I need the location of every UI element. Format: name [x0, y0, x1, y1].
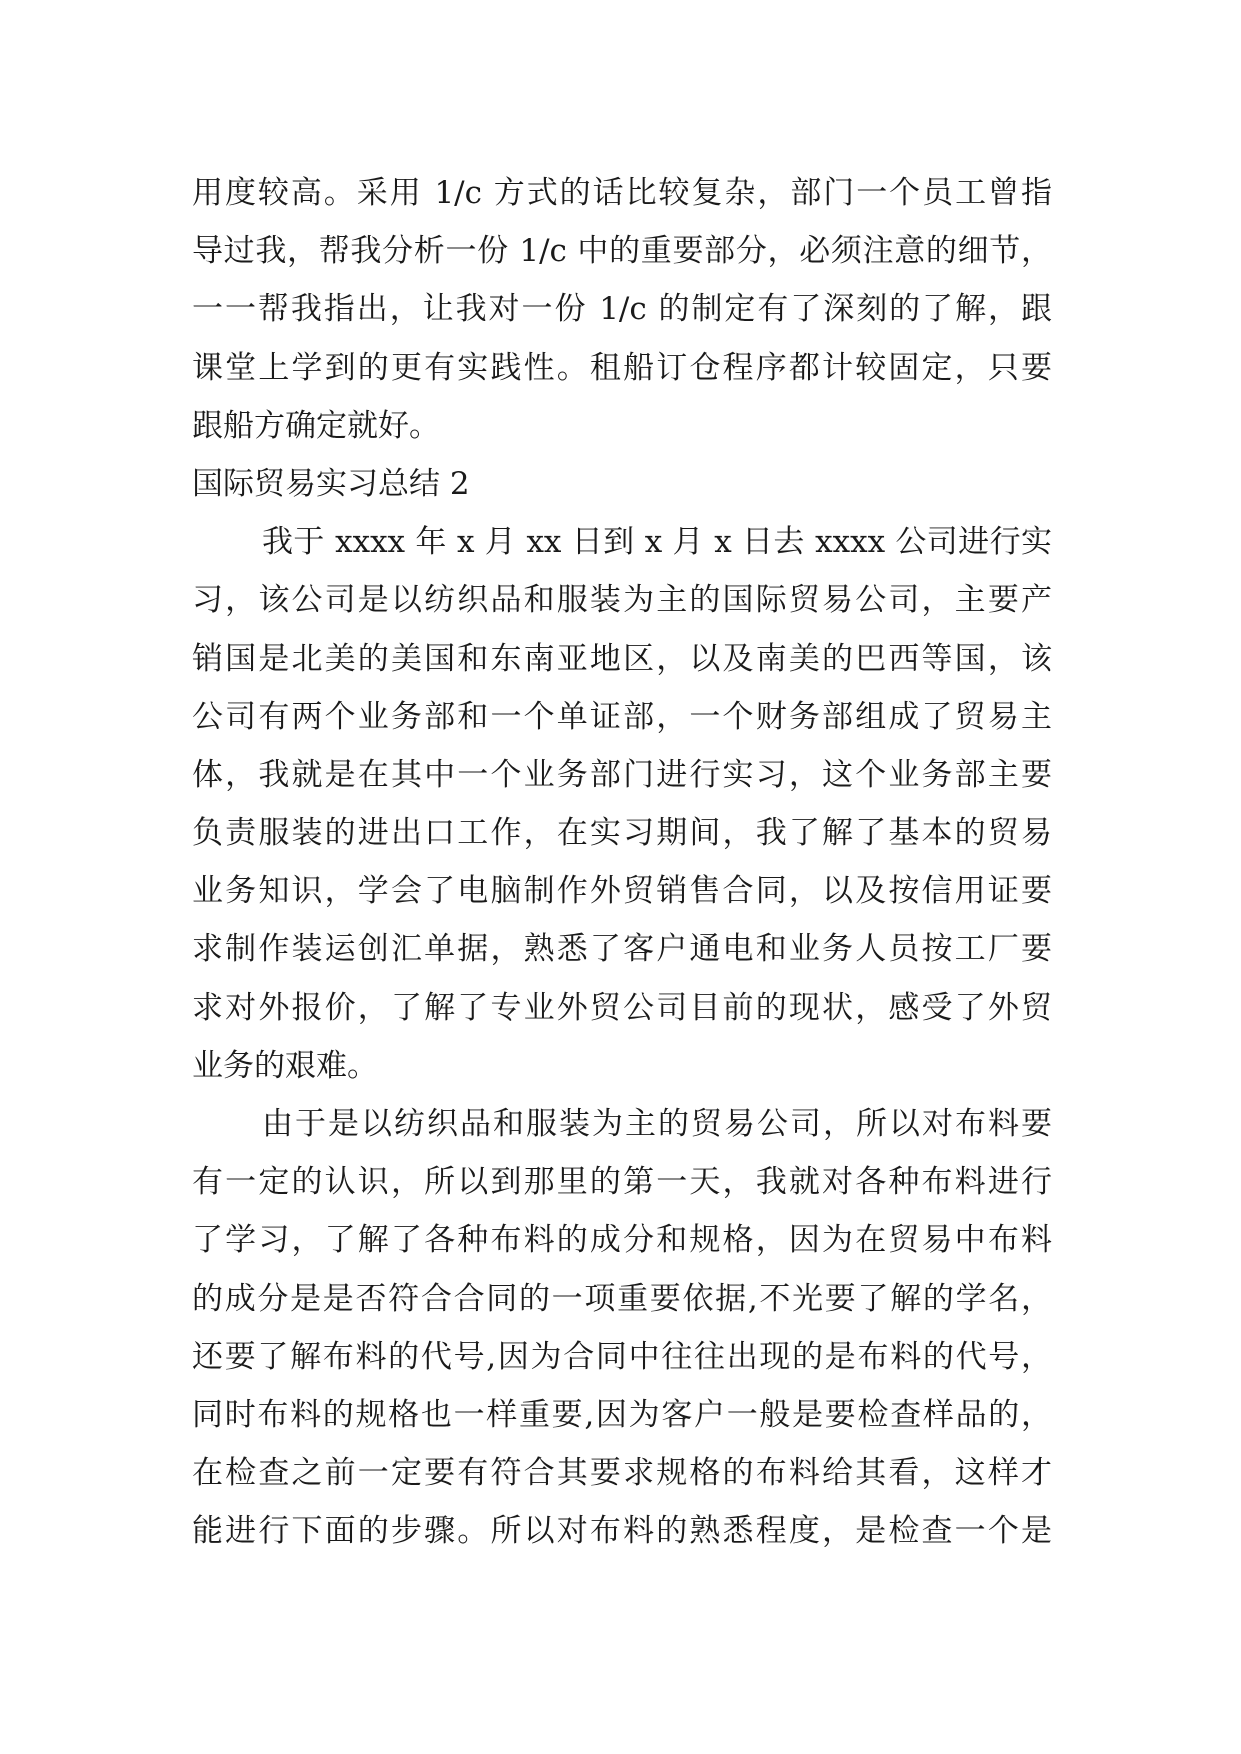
paragraph-fabric	[192, 1095, 1052, 1561]
text-line: 还要了解布料的代号,因为合同中往往出现的是布料的代号，	[192, 1338, 1052, 1375]
paragraph-intro	[192, 513, 1052, 1095]
text-line: 同时布料的规格也一样重要,因为客户一般是要检查样品的，	[192, 1396, 1052, 1433]
text-line: 有一定的认识，所以到那里的第一天，我就对各种布料进行	[192, 1164, 1052, 1201]
text-line: 习，该公司是以纺织品和服装为主的国际贸易公司，主要产	[192, 582, 1052, 619]
text-line: 销国是北美的美国和东南亚地区，以及南美的巴西等国，该	[192, 640, 1052, 677]
paragraph-continued	[192, 164, 1052, 455]
text-line: 负责服装的进出口工作，在实习期间，我了解了基本的贸易	[192, 815, 1052, 852]
text-line: 的成分是是否符合合同的一项重要依据,不光要了解的学名，	[192, 1280, 1052, 1317]
text-line: 了学习，了解了各种布料的成分和规格，因为在贸易中布料	[192, 1222, 1052, 1259]
text-line: 一一帮我指出，让我对一份 1/c 的制定有了深刻的了解，跟	[192, 291, 1052, 328]
text-line: 跟船方确定就好。	[192, 407, 440, 444]
text-line: 业务的艰难。	[192, 1047, 378, 1084]
text-line: 体，我就是在其中一个业务部门进行实习，这个业务部主要	[192, 756, 1052, 793]
text-line: 导过我，帮我分析一份 1/c 中的重要部分，必须注意的细节，	[192, 233, 1052, 270]
text-line: 公司有两个业务部和一个单证部，一个财务部组成了贸易主	[192, 698, 1052, 735]
text-line: 在检查之前一定要有符合其要求规格的布料给其看，这样才	[192, 1455, 1052, 1492]
text-line: 用度较高。采用 1/c 方式的话比较复杂，部门一个员工曾指	[192, 175, 1052, 211]
section-title: 国际贸易实习总结 2	[192, 465, 470, 502]
text-line: 求对外报价，了解了专业外贸公司目前的现状，感受了外贸	[192, 989, 1052, 1026]
text-line: 由于是以纺织品和服装为主的贸易公司，所以对布料要	[262, 1106, 1052, 1142]
text-line: 课堂上学到的更有实践性。租船订仓程序都计较固定，只要	[192, 349, 1052, 386]
text-line: 能进行下面的步骤。所以对布料的熟悉程度，是检查一个是	[192, 1513, 1052, 1550]
text-line: 我于 xxxx 年 x 月 xx 日到 x 月 x 日去 xxxx 公司进行实	[262, 524, 1052, 561]
document-body	[192, 164, 1052, 1561]
text-line: 业务知识，学会了电脑制作外贸销售合同，以及按信用证要	[192, 873, 1052, 910]
text-line: 求制作装运创汇单据，熟悉了客户通电和业务人员按工厂要	[192, 931, 1052, 968]
